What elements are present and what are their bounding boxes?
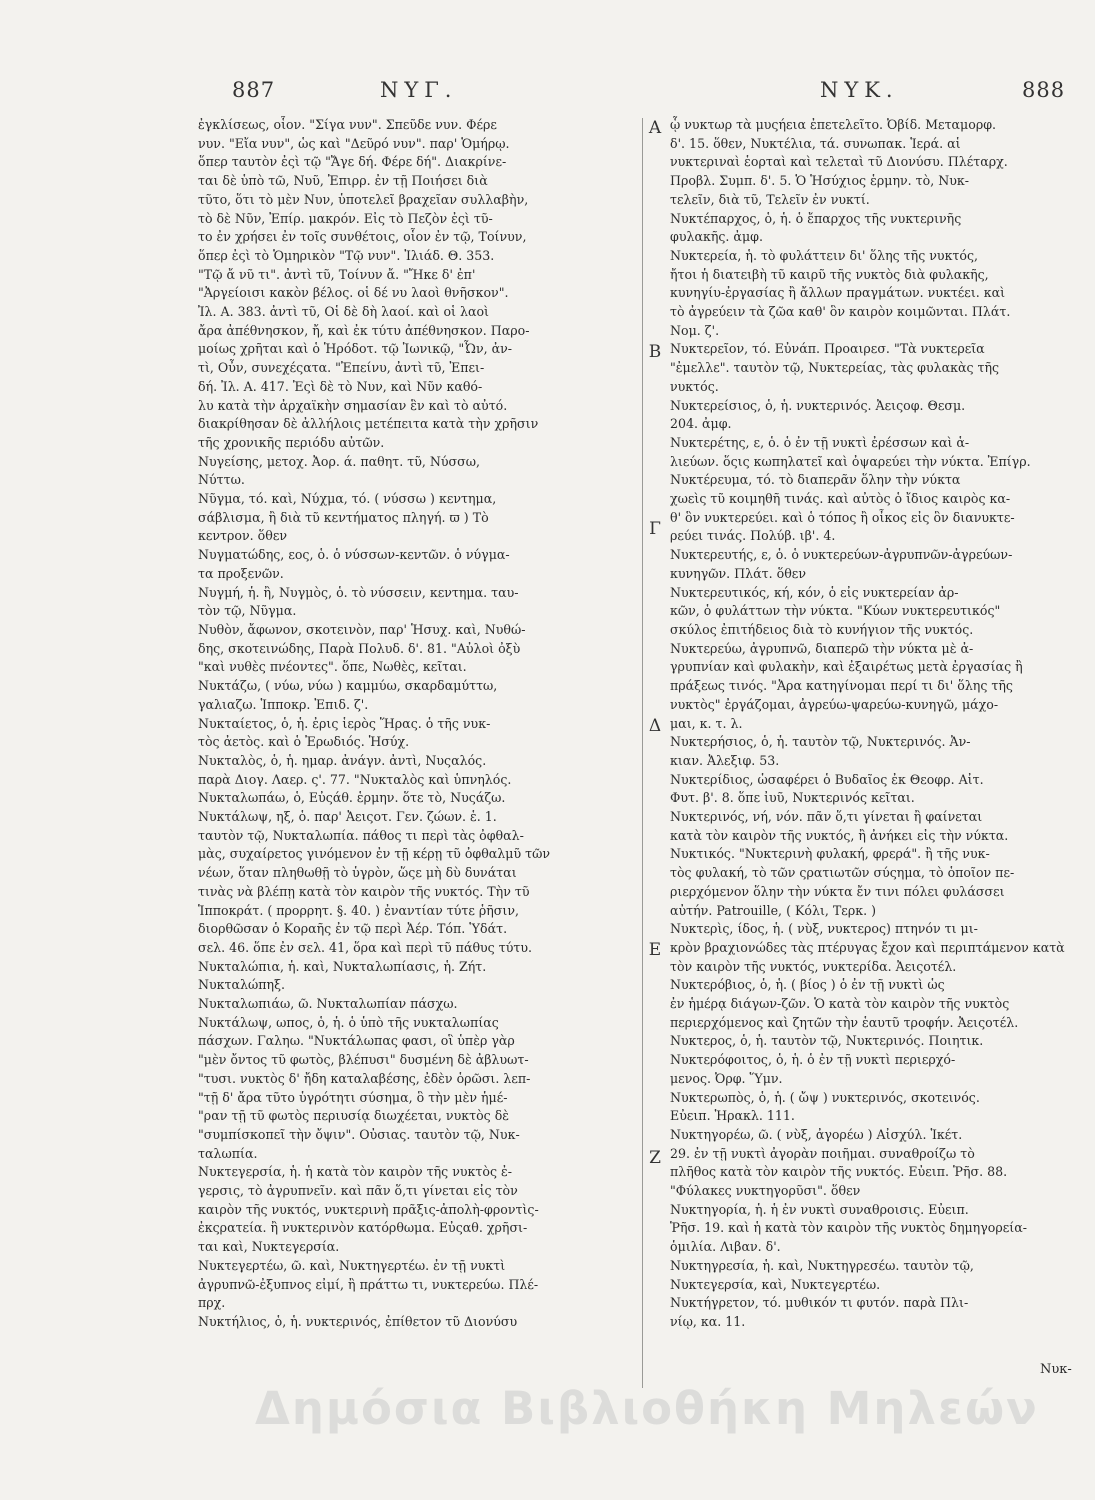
text-line: Εὐειπ. Ἡρακλ. 111. [670, 1108, 795, 1124]
text-line: μοίως χρῆται καὶ ὁ Ἡρόδοτ. τῷ Ἰωνικῷ, "Ὦν, ἀν- [198, 341, 513, 357]
text-line: ἐκςρατεία. ἢ νυκτερινὸν κατόρθωμα. Εὐςαθ. χρῆσι- [198, 1220, 528, 1236]
text-line: φυλακῆς. ἀμφ. [670, 229, 763, 245]
text-line: ᾧ νυκτωρ τὰ μυςήεια ἐπετελεῖτο. Ὀβίδ. Μεταμορφ. [670, 117, 997, 132]
text-line: Ἰλ. Α. 383. ἀντὶ τῦ, Οἱ δὲ δὴ λαοί. καὶ οἱ λαοὶ [198, 304, 489, 320]
text-line: λιεύων. ὅςις κωπηλατεῖ καὶ ὀψαρεύει τὴν νύκτα. Ἐπίγρ. [670, 453, 1031, 469]
left-page-number: 887 [232, 78, 276, 102]
text-line: παρὰ Διογ. Λαερ. ς'. 77. "Νυκταλὸς καὶ ὑπνηλός. [198, 771, 512, 787]
margin-letter-b: Β [648, 342, 662, 362]
text-line: Νυκτέρευμα, τό. τὸ διαπερᾶν ὅλην τὴν νύκτα [670, 472, 961, 488]
text-line: τὶ, Οὖν, συνεχέςατα. "Ἐπείνυ, ἀντὶ τῦ, Ἐπει- [198, 360, 485, 376]
text-line: Ἱπποκράτ. ( προρρητ. §. 40. ) ἐναντίαν τύτε ῥῆσιν, [198, 902, 519, 918]
text-line: νυκτὸς" ἐργάζομαι, ἀγρεύω-ψαρεύω-κυνηγῶ, μάχο- [670, 696, 999, 712]
text-line: ὅπερ ἐςὶ τὸ Ὁμηρικὸν "Τῷ νυν". Ἰλιάδ. Θ. 353. [198, 247, 495, 263]
text-line: Νυκτερέτης, ε, ὁ. ὁ ἐν τῇ νυκτὶ ἐρέσσων καὶ ἁ- [670, 434, 970, 450]
margin-letter-f: Ζ [649, 1148, 661, 1168]
text-line: Νυκτάζω, ( νύω, νύω ) καμμύω, σκαρδαμύττω, [198, 678, 498, 694]
text-line: μενος. Ὀρφ. Ὕμν. [670, 1070, 783, 1086]
text-line: Νύττω. [198, 472, 245, 488]
text-line: Νομ. ζ'. [670, 322, 720, 338]
text-line: τὸ δὲ Νῦν, Ἐπίρ. μακρόν. Εἰς τὸ Πεζὸν ἐςὶ τῦ- [198, 210, 493, 226]
text-line: ρεύει τινάς. Πολύβ. ιβ'. 4. [670, 528, 836, 544]
text-line: Νυκτερείσιος, ὁ, ἡ. νυκτερινός. Ἀειςοφ. Θεσμ. [670, 397, 966, 413]
text-line: ται καὶ, Νυκτεγερσία. [198, 1239, 340, 1255]
library-watermark: Δημόσια Βιβλιοθήκη Μηλεών [255, 1382, 1039, 1435]
text-line: "καὶ νυθὲς πνέοντες". ὅπε, Νωθὲς, κεῖται. [198, 659, 467, 675]
text-line: τὸν καιρὸν τῆς νυκτός, νυκτερίδα. Ἀειςοτέλ. [670, 958, 957, 974]
margin-letter-d: Δ [648, 716, 662, 736]
text-line: ὅπερ ταυτὸν ἐςὶ τῷ "Ἄγε δή. Φέρε δή". Διακρίνε- [198, 154, 507, 170]
text-line: Νυκτερόφοιτος, ὁ, ἡ. ὁ ἐν τῇ νυκτὶ περιερχό- [670, 1052, 956, 1068]
text-line: κατὰ τὸν καιρὸν τῆς νυκτός, ἢ ἀνήκει εἰς τὴν νύκτα. [670, 827, 1009, 843]
right-column [670, 116, 1088, 1401]
text-line: ταλωπία. [198, 1145, 258, 1161]
text-line: Νυκταλὸς, ὁ, ἡ. ημαρ. ἀνάγν. ἀντὶ, Νυςαλός. [198, 752, 487, 768]
left-column [198, 116, 630, 1401]
text-line: πρχ. [198, 1295, 226, 1311]
text-line: κιαν. Ἀλεξιφ. 53. [670, 752, 780, 768]
text-line: Νυκτερος, ὁ, ἡ. ταυτὸν τῷ, Νυκτερινός. Ποιητικ. [670, 1033, 984, 1049]
text-line: νυκτεριναὶ ἑορταὶ καὶ τελεταὶ τῦ Διονύσυ. Πλέταρχ. [670, 154, 1008, 170]
text-line: ριερχόμενον ὅλην τὴν νύκτα ἔν τινι πόλει φυλάσσει [670, 883, 1005, 899]
text-line: Νυκτερεύω, ἀγρυπνῶ, διαπερῶ τὴν νύκτα μὲ ἀ- [670, 640, 974, 656]
text-line: Ῥῆσ. 19. καὶ ἡ κατὰ τὸν καιρὸν τῆς νυκτὸς δημηγορεία- [670, 1220, 1027, 1236]
text-line: Νυκτηγρεσία, ἡ. καὶ, Νυκτηγρεσέω. ταυτὸν τῷ, [670, 1257, 974, 1273]
text-line: τὸς φυλακή, τὸ τῶν ςρατιωτῶν σύςημα, τὸ ὁποῖον πε- [670, 865, 1015, 881]
text-line: διορθῶσαν ὁ Κοραῆς ἐν τῷ περὶ Ἀέρ. Τόπ. Ὑδάτ. [198, 921, 508, 937]
text-line: Προβλ. Συμπ. δ'. 5. Ὁ Ἡσύχιος ἑρμην. τὸ, Νυκ- [670, 173, 970, 189]
text-line: Νυκταλωπάω, ὁ, Εὐςάθ. ἑρμην. ὅτε τὸ, Νυςάζω. [198, 790, 506, 806]
text-line: τῦτο, ὅτι τὸ μὲν Νυν, ὑποτελεῖ βραχεῖαν συλλαβὴν, [198, 191, 529, 207]
text-line: Νυκταλώπια, ἡ. καὶ, Νυκταλωπίασις, ἡ. Ζήτ. [198, 958, 487, 974]
text-line: κεντρον. ὅθεν [198, 528, 288, 544]
text-line: νέων, ὅταν πληθωθῇ τὸ ὑγρὸν, ὥςε μὴ δὺ δυνάται [198, 865, 517, 881]
text-line: Νυκταλώπηξ. [198, 977, 286, 993]
text-line: Νυκτήλιος, ὁ, ἡ. νυκτερινός, ἐπίθετον τῦ Διονύσυ [198, 1314, 518, 1329]
text-line: γαλιαζω. Ἱπποκρ. Ἐπιδ. ζ'. [198, 696, 369, 712]
text-line: γερσις, τὸ ἀγρυπνεῖν. καὶ πᾶν ὅ,τι γίνεται εἰς τὸν [198, 1183, 518, 1199]
text-line: χωεὶς τῦ κοιμηθῆ τινάς. καὶ αὐτὸς ὁ ἴδιος καιρὸς κα- [670, 491, 1011, 507]
text-line: Νυκταίετος, ὁ, ἡ. ἐρις ἱερὸς Ἥρας. ὁ τῆς νυκ- [198, 715, 491, 731]
text-line: Νυκτερωπὸς, ὁ, ἡ. ( ὤψ ) νυκτερινός, σκοτεινός. [670, 1089, 980, 1105]
text-line: ἄρα ἀπέθνησκον, ἤ, καὶ ἐκ τύτυ ἀπέθνησκον. Παρο- [198, 322, 530, 338]
right-running-title: ΝΥΚ. [820, 78, 899, 102]
text-line: Νυκτικός. "Νυκτερινὴ φυλακή, φρερά". ἢ τῆς νυκ- [670, 846, 990, 862]
text-line: λυ κατὰ τὴν ἀρχαϊκὴν σημασίαν ἓν καὶ τὸ αὐτό. [198, 397, 508, 413]
text-line: τινὰς νὰ βλέπῃ κατὰ τὸν καιρὸν τῆς νυκτός. Τὴν τῦ [198, 883, 530, 899]
text-line: διακρίθησαν δὲ ἀλλήλοις μετέπειτα κατὰ τὴν χρῆσιν [198, 416, 539, 432]
text-line: νυκτός. [670, 378, 719, 394]
text-line: ἀγρυπνῶ-ἐξυπνος εἰμί, ἢ πράττω τι, νυκτερεύω. Πλέ- [198, 1276, 539, 1292]
text-line: τὸ ἀγρεύειν τὰ ζῶα καθ' ὃν καιρὸν κοιμῶνται. Πλάτ. [670, 304, 1011, 320]
text-line: Νυκτερεία, ἡ. τὸ φυλάττειν δι' ὅλης τῆς νυκτός, [670, 247, 979, 263]
text-line: Νυκτήγρετον, τό. μυθικόν τι φυτόν. παρὰ Πλι- [670, 1295, 969, 1311]
text-line: μὰς, συχαίρετος γινόμενον ἐν τῇ κέρῃ τῦ ὀφθαλμῦ τῶν [198, 846, 551, 862]
text-line: Νυκτηγορία, ἡ. ἡ ἐν νυκτὶ συναθροισις. Εὐειπ. [670, 1201, 969, 1217]
text-line: Νυκτάλωψ, ηξ, ὁ. παρ' Ἀειςοτ. Γεν. ζώων. ἑ. 1. [198, 809, 497, 825]
text-line: δης, σκοτεινώδης, Παρὰ Πολυδ. δ'. 81. "Αὐλοὶ ὀξὺ [198, 640, 521, 656]
text-line: Νυγείσης, μετοχ. Ἀορ. ά. παθητ. τῦ, Νύσσω, [198, 453, 481, 469]
text-line: "ἐμελλε". ταυτὸν τῷ, Νυκτερείας, τὰς φυλακὰς τῆς [670, 360, 1000, 376]
text-line: αὐτήν. Patrouille, ( Κόλι, Τερκ. ) [670, 902, 877, 918]
text-line: "συμπίσκοπεῖ τὴν ὄψιν". Οὐσιας. ταυτὸν τῷ, Νυκ- [198, 1126, 520, 1142]
text-line: Νυκτερὶς, ίδος, ἡ. ( νὺξ, νυκτερος) πτηνόν τι μι- [670, 921, 978, 937]
text-line: μαι, κ. τ. λ. [670, 715, 743, 731]
left-running-title: ΝΥΓ. [380, 78, 458, 102]
text-line: Νυκτερινός, νή, νόν. πᾶν ὅ,τι γίνεται ἢ φαίνεται [670, 809, 983, 825]
text-line: "Τῷ ἄ νῦ τι". ἀντὶ τῦ, Τοίνυν ἄ. "Ἤκε δ' ἐπ' [198, 266, 476, 282]
column-divider [642, 118, 643, 1388]
text-line: Νυγμή, ἡ. ἢ, Νυγμὸς, ὁ. τὸ νύσσειν, κεντημα. ταυ- [198, 584, 519, 600]
text-line: δ'. 15. ὅθεν, Νυκτέλια, τά. συνωπακ. Ἱερά. αἱ [670, 135, 961, 151]
text-line: Νυγματώδης, εος, ὁ. ὁ νύσσων-κεντῶν. ὁ νύγμα- [198, 547, 510, 563]
text-line: Νυκτερεῖον, τό. Εὐνάπ. Προαιρεσ. "Τὰ νυκτερεῖα [670, 341, 985, 357]
text-line: Νυκτεγερσία, καὶ, Νυκτεγερτέω. [670, 1276, 881, 1292]
text-line: Νυκτηγορέω, ῶ. ( νὺξ, ἀγορέω ) Αἰσχύλ. Ἱκέτ. [670, 1126, 963, 1142]
margin-letter-c: Γ [649, 519, 661, 539]
text-line: πράξεως τινός. "Ἀρα κατηγίνομαι περί τι δι' ὅλης τῆς [670, 678, 1013, 694]
text-line: κῶν, ὁ φυλάττων τὴν νύκτα. "Κύων νυκτερευτικός" [670, 603, 1001, 619]
text-line: ἤτοι ἡ διατειβὴ τῦ καιρῦ τῆς νυκτὸς διὰ φυλακῆς, [670, 266, 989, 282]
text-line: τελεῖν, διὰ τῦ, Τελεῖν ἐν νυκτί. [670, 191, 870, 207]
text-line: θ' ὃν νυκτερεύει. καὶ ὁ τόπος ἢ οἶκος εἰς ὃν διανυκτε- [670, 509, 1015, 525]
text-line: σελ. 46. ὅπε ἐν σελ. 41, ὅρα καὶ περὶ τῦ πάθυς τύτυ. [198, 939, 532, 955]
text-line: Νυκτεγερτέω, ῶ. καὶ, Νυκτηγερτέω. ἐν τῇ νυκτὶ [198, 1257, 506, 1273]
text-line: κυνηγίυ-ἐργασίας ἢ ἄλλων πραγμάτων. νυκτέει. καὶ [670, 285, 1006, 301]
text-line: ἐγκλίσεως, οἷον. "Σίγα νυν". Σπεῦδε νυν. Φέρε [198, 117, 497, 132]
text-line: Νῦγμα, τό. καὶ, Νύχμα, τό. ( νύσσω ) κεντημα, [198, 491, 497, 507]
text-line: σάβλισμα, ἢ διὰ τῦ κεντήματος πληγή. ϖ ) Τὸ [198, 509, 489, 525]
text-line: Νυκτέπαρχος, ὁ, ἡ. ὁ ἔπαρχος τῆς νυκτερινῆς [670, 210, 962, 226]
text-line: κρὸν βραχιονώδες τὰς πτέρυγας ἔχον καὶ περιπτάμενον κατὰ [670, 939, 1065, 955]
catchword: Νυκ- [1040, 1362, 1072, 1377]
text-line: "Φύλακες νυκτηγορῦσι". ὅθεν [670, 1183, 861, 1199]
margin-letter-a: Α [648, 118, 662, 138]
text-line: τὸν τῷ, Νῦγμα. [198, 603, 297, 619]
text-line: Νυκτερευτής, ε, ὁ. ὁ νυκτερεύων-ἀγρυπνῶν-ἀγρεύων- [670, 547, 1013, 563]
text-line: ταυτὸν τῷ, Νυκταλωπία. πάθος τι περὶ τὰς ὀφθαλ- [198, 827, 524, 843]
margin-letter-e: Ε [648, 940, 662, 960]
text-line: τὸς ἀετὸς. καὶ ὁ Ἐρωδιός. Ἡσύχ. [198, 734, 410, 750]
text-line: ἐν ἡμέρᾳ διάγων-ζῶν. Ὁ κατὰ τὸν καιρὸν τῆς νυκτὸς [670, 996, 1010, 1012]
text-line: "Ἀργείοισι κακὸν βέλος. οἱ δέ νυ λαοὶ θνῆσκον". [198, 285, 509, 301]
text-line: τῆς χρονικῆς περιόδυ αὐτῶν. [198, 434, 385, 450]
text-line: νυν. "Εἴα νυν", ὡς καὶ "Δεῦρό νυν". παρ' Ὁμήρῳ. [198, 135, 510, 151]
text-line: πλῆθος κατὰ τὸν καιρὸν τῆς νυκτός. Εὐειπ. Ῥῆσ. 88. [670, 1164, 1008, 1180]
text-line: Νυθὸν, ἄφωνον, σκοτεινὸν, παρ' Ἡσυχ. καὶ, Νυθώ- [198, 621, 526, 637]
text-line: περιερχόμενος καὶ ζητῶν τὴν ἑαυτῦ τροφήν. Ἀειςοτέλ. [670, 1014, 1019, 1030]
text-line: γρυπνίαν καὶ φυλακὴν, καὶ ἐξαιρέτως μετὰ ἐργασίας ἢ [670, 659, 1023, 675]
text-line: κυνηγῶν. Πλάτ. ὅθεν [670, 565, 806, 581]
text-line: καιρὸν τῆς νυκτός, νυκτερινὴ πρᾶξις-ἀπολὴ-φροντὶς- [198, 1201, 539, 1217]
text-line: 204. ἀμφ. [670, 416, 732, 432]
text-line: "μὲν ὄντος τῦ φωτὸς, βλέπυσι" δυσμένη δὲ ἀβλυωτ- [198, 1052, 529, 1068]
text-line: τα προξενῶν. [198, 565, 284, 581]
text-line: πάσχων. Γαληω. "Νυκτάλωπας φασι, οἳ ὑπὲρ γὰρ [198, 1033, 515, 1049]
text-line: το ἐν χρήσει ἐν τοῖς συνθέτοις, οἷον ἐν τῷ, Τοίνυν, [198, 229, 527, 245]
text-line: 29. ἐν τῇ νυκτὶ ἀγορὰν ποιῆμαι. συναθροίζω τὸ [670, 1145, 975, 1161]
text-line: Νυκτερίδιος, ὡσαφέρει ὁ Βυδαῖος ἐκ Θεοφρ. Αἰτ. [670, 771, 984, 787]
text-line: "τυσι. νυκτὸς δ' ἤδη καταλαβέσης, ἐδὲν ὁρῶσι. λεπ- [198, 1070, 531, 1086]
text-line: Νυκτερευτικός, κή, κόν, ὁ εἰς νυκτερείαν ἀρ- [670, 584, 959, 600]
text-line: Νυκτάλωψ, ωπος, ὁ, ἡ. ὁ ὑπὸ τῆς νυκταλωπίας [198, 1014, 499, 1030]
text-line: Νυκτερόβιος, ὁ, ἡ. ( βίος ) ὁ ἐν τῇ νυκτὶ ὡς [670, 977, 945, 993]
text-line: Νυκταλωπιάω, ῶ. Νυκταλωπίαν πάσχω. [198, 996, 458, 1012]
text-line: "ραν τῇ τῦ φωτὸς περιυσίᾳ διωχέεται, νυκτὸς δὲ [198, 1108, 510, 1124]
right-page-number: 888 [1022, 78, 1066, 102]
text-line: Νυκτερήσιος, ὁ, ἡ. ταυτὸν τῷ, Νυκτερινός. Ἀν- [670, 734, 971, 750]
text-line: "τῇ δ' ἄρα τῦτο ὑγρότητι σύσημα, ὃ τὴν μὲν ἡμέ- [198, 1089, 508, 1105]
text-line: σκύλος ἐπιτήδειος διὰ τὸ κυνήγιον τῆς νυκτός. [670, 621, 974, 637]
text-line: ται δὲ ὑπὸ τῶ, Νυῦ, Ἐπιρρ. ἐν τῇ Ποιήσει διὰ [198, 173, 488, 189]
text-line: ὁμιλία. Λιβαν. δ'. [670, 1239, 781, 1255]
text-line: Νυκτεγερσία, ἡ. ἡ κατὰ τὸν καιρὸν τῆς νυκτὸς ἐ- [198, 1164, 513, 1180]
text-line: δή. Ἰλ. Α. 417. Ἐςὶ δὲ τὸ Νυν, καὶ Νῦν καθό- [198, 378, 483, 394]
text-line: Φυτ. β'. 8. ὅπε ἰυῦ, Νυκτερινός κεῖται. [670, 790, 915, 806]
text-line: νίῳ, κα. 11. [670, 1314, 746, 1329]
